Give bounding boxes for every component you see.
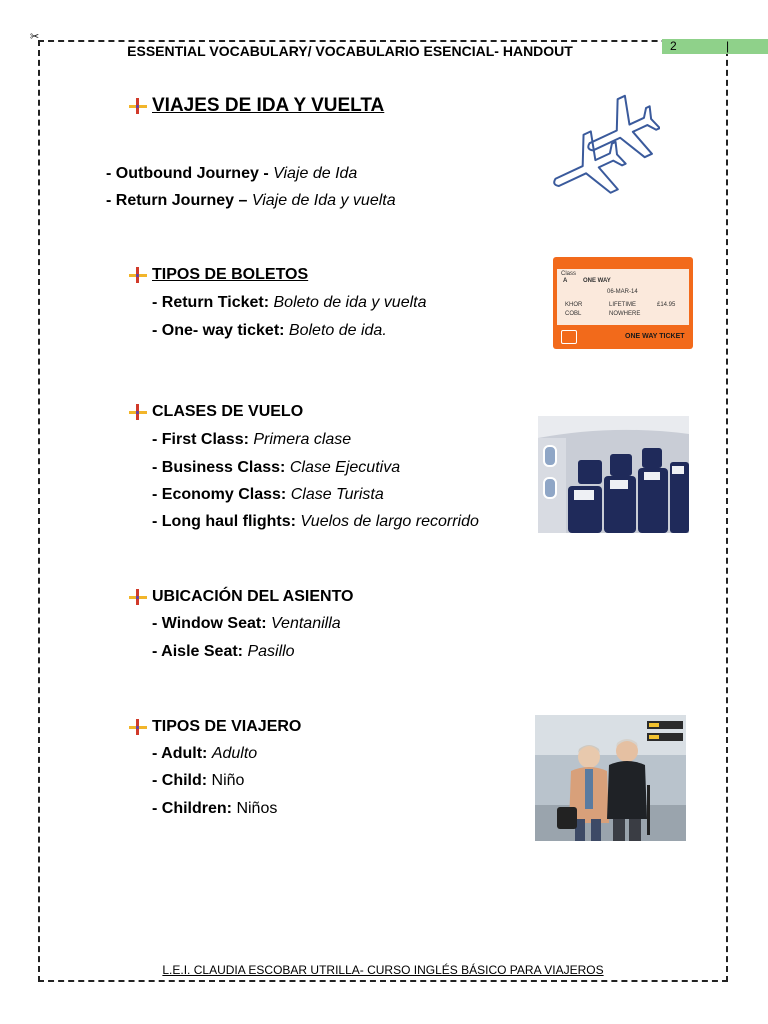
vocab-line-business-class: - Business Class: Clase Ejecutiva — [152, 459, 401, 476]
bullet-cross-icon — [128, 588, 148, 606]
vocab-line-one-way-ticket: - One- way ticket: Boleto de ida. — [152, 322, 387, 339]
airplanes-icon — [548, 92, 660, 204]
vocab-line-aisle-seat: - Aisle Seat: Pasillo — [152, 643, 295, 660]
vocab-line-adult: - Adult: Adulto — [152, 745, 258, 762]
bullet-cross-icon — [128, 403, 148, 421]
section-title-viajero: TIPOS DE VIAJERO — [128, 718, 301, 736]
vocab-line-first-class: - First Class: Primera clase — [152, 431, 352, 448]
page-footer: L.E.I. CLAUDIA ESCOBAR UTRILLA- CURSO INGLÉS BÁSICO PARA VIAJEROS — [162, 963, 604, 977]
vocab-line-economy-class: - Economy Class: Clase Turista — [152, 486, 384, 503]
section-title-clases: CLASES DE VUELO — [128, 403, 303, 421]
bullet-cross-icon — [128, 97, 148, 115]
cabin-photo — [538, 416, 689, 533]
vocab-line-return: - Return Journey – Viaje de Ida y vuelta — [106, 192, 396, 209]
travellers-photo — [535, 715, 686, 841]
vocab-line-return-ticket: - Return Ticket: Boleto de ida y vuelta — [152, 294, 427, 311]
vocab-line-long-haul: - Long haul flights: Vuelos de largo recorrido — [152, 513, 479, 530]
bullet-cross-icon — [128, 266, 148, 284]
vocab-line-window-seat: - Window Seat: Ventanilla — [152, 615, 341, 632]
section-title-boletos: TIPOS DE BOLETOS — [128, 266, 308, 284]
page-number-tab — [662, 39, 768, 54]
ticket-image: Class A ONE WAY 06-MAR-14 KHOR COBL LIFETIME NOWHERE £14.95 ONE WAY TICKET — [553, 257, 693, 349]
page-header: ESSENTIAL VOCABULARY/ VOCABULARIO ESENCIAL- HANDOUT — [127, 43, 573, 59]
section-title-asiento: UBICACIÓN DEL ASIENTO — [128, 588, 354, 606]
section-title-viajes: VIAJES DE IDA Y VUELTA — [128, 95, 384, 117]
tab-tick: | — [726, 39, 730, 53]
vocab-line-children: - Children: Niños — [152, 800, 278, 817]
vocab-line-child: - Child: Niño — [152, 772, 245, 789]
bullet-cross-icon — [128, 718, 148, 736]
vocab-line-outbound: - Outbound Journey - Viaje de Ida — [106, 165, 358, 182]
scissors-icon: ✂ — [30, 31, 40, 43]
page-number: 2 — [670, 39, 677, 53]
